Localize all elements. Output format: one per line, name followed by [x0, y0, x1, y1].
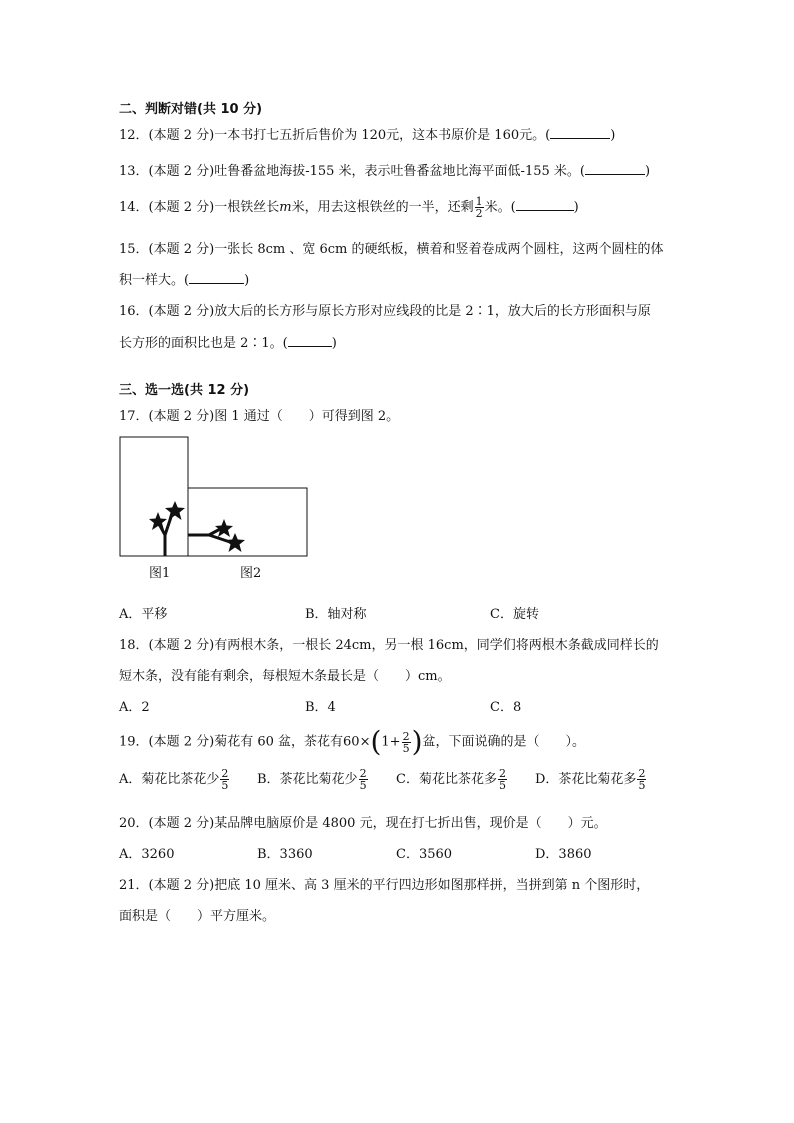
q17-option-b[interactable]: B．轴对称: [305, 607, 367, 622]
figure1-star-right-icon: [165, 501, 185, 520]
q13-answer-blank[interactable]: [585, 162, 645, 175]
question-21-line2: 面积是（ ）平方厘米。: [119, 909, 276, 924]
question-18-line1: 18．(本题 2 分)有两根木条，一根长 24cm，另一根 16cm，同学们将两根木条截成同样长的: [119, 638, 659, 653]
q14-close: ): [573, 200, 579, 215]
question-13: [119, 160, 650, 179]
q19-option-a[interactable]: A．菊花比茶花少 $\frac{2}{5}$: [119, 767, 229, 792]
q19-left-paren: (: [370, 725, 382, 758]
q15-answer-blank[interactable]: [189, 271, 244, 284]
section-judge-title: 二、判断对错(共 10 分): [119, 102, 263, 117]
question-20: 20．(本题 2 分)某品牌电脑原价是 4800 元，现在打七折出售，现价是（ ）元。: [119, 816, 607, 831]
q19-option-a-fraction: $\frac{2}{5}$: [221, 767, 229, 792]
q14-text-a: 14．(本题 2 分)一根铁丝长: [119, 200, 280, 215]
q14-text-c: 米。(: [484, 200, 516, 215]
question-14: [119, 196, 579, 219]
q19-text-a: 19．(本题 2 分)菊花有 60 盆，茶花有: [119, 734, 344, 750]
q14-answer-blank[interactable]: [516, 198, 574, 211]
question-17: 17．(本题 2 分)图 1 通过（ ）可得到图 2。: [119, 409, 400, 424]
q14-text-b: 米，用去这根铁丝的一半，还剩: [291, 200, 474, 215]
question-21-line1: 21．(本题 2 分)把底 10 厘米、高 3 厘米的平行四边形如图那样拼，当拼到第 n 个图形时，: [119, 878, 650, 893]
section-choose-title: 三、选一选(共 12 分): [119, 383, 250, 398]
question-12: [119, 124, 615, 143]
q16-text-b: 长方形的面积比也是 2∶1。(: [119, 336, 288, 351]
q13-close: ): [644, 164, 651, 179]
q18-option-a[interactable]: A．2: [119, 700, 150, 715]
figure2-box: [188, 488, 307, 556]
q20-option-d[interactable]: D．3860: [535, 847, 592, 862]
q15-text-b: 积一样大。(: [119, 273, 190, 288]
q20-option-a[interactable]: A．3260: [119, 847, 175, 862]
question-16-line1: 16．(本题 2 分)放大后的长方形与原长方形对应线段的比是 2∶1，放大后的长方形面积与原: [119, 304, 651, 319]
question-15-line1: 15．(本题 2 分)一张长 8cm 、宽 6cm 的硬纸板，横着和竖着卷成两个圆柱，这两个圆柱的体: [119, 242, 664, 257]
q19-fraction: $\frac{2}{5}$: [402, 729, 410, 755]
q16-answer-blank[interactable]: [288, 334, 332, 347]
figure2-star-upper-icon: [215, 519, 233, 537]
q14-variable: m: [279, 200, 292, 215]
question-15-line2: [119, 269, 249, 288]
q18-option-c[interactable]: C．8: [490, 700, 522, 715]
question-18-line2: 短木条，没有能有剩余，每根短木条最长是（ ）cm。: [119, 669, 451, 684]
q19-option-b-fraction: $\frac{2}{5}$: [359, 767, 367, 792]
q20-option-c[interactable]: C．3560: [396, 847, 453, 862]
q19-expr-b: 1+: [381, 734, 401, 750]
q12-text: 12．(本题 2 分)一本书打七五折后售价为 120元，这本书原价是 160元。(: [119, 128, 551, 143]
q13-text: 13．(本题 2 分)吐鲁番盆地海拔-155 米，表示吐鲁番盆地比海平面低-155 米。(: [119, 164, 585, 179]
q18-option-b[interactable]: B．4: [305, 700, 336, 715]
q17-option-a[interactable]: A．平移: [119, 607, 168, 622]
q17-option-c[interactable]: C．旋转: [490, 607, 539, 622]
q15-close: ): [244, 273, 250, 288]
question-19: [119, 725, 586, 758]
figure1-label: 图1: [149, 566, 171, 581]
q19-option-b[interactable]: B．茶花比菊花少 $\frac{2}{5}$: [257, 767, 367, 792]
q12-answer-blank[interactable]: [550, 126, 610, 139]
q19-expr-a: 60×: [343, 734, 371, 750]
q14-fraction: $\frac{1}{2}$: [475, 195, 483, 220]
q19-option-c[interactable]: C．菊花比茶花多 $\frac{2}{5}$: [396, 767, 506, 792]
figure1-star-left-icon: [149, 512, 167, 530]
q16-close: ): [331, 336, 337, 351]
q19-option-c-fraction: $\frac{2}{5}$: [498, 767, 506, 792]
q19-option-d[interactable]: D．茶花比菊花多 $\frac{2}{5}$: [535, 767, 646, 792]
figure1-box: [120, 437, 188, 556]
q19-right-paren: ): [411, 725, 423, 758]
q17-figure: [118, 435, 310, 559]
q19-option-d-fraction: $\frac{2}{5}$: [638, 767, 646, 792]
q19-text-b: 盆，下面说确的是（ ）。: [422, 734, 586, 750]
figure2-label: 图2: [240, 566, 262, 581]
question-16-line2: [119, 332, 337, 351]
q20-option-b[interactable]: B．3360: [257, 847, 313, 862]
q12-close: ): [610, 128, 616, 143]
